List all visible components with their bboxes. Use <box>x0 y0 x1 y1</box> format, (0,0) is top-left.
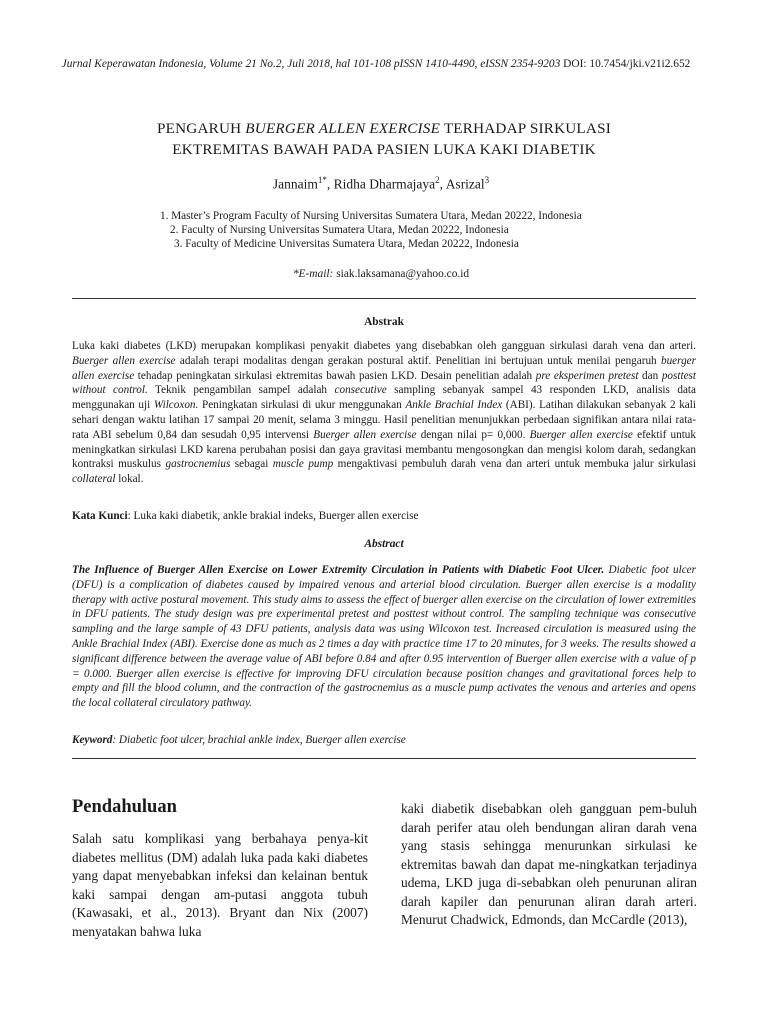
abstrak-text: mengaktivasi pembuluh darah vena dan arteri untuk membuka jalur sirkulasi <box>333 458 697 471</box>
doi: DOI: 10.7454/jki.v21i2.652 <box>563 58 691 70</box>
affiliation-1: 1. Master’s Program Faculty of Nursing Universitas Sumatera Utara, Medan 20222, Indonesia <box>160 210 582 222</box>
abstrak-italic: muscle pump <box>272 458 334 471</box>
top-divider <box>72 298 696 299</box>
title-part-1: PENGARUH <box>157 120 246 137</box>
abstrak-italic: posttest without control. <box>72 369 696 397</box>
kata-kunci-value: : Luka kaki diabetik, ankle brakial indeks, Buerger allen exercise <box>127 510 419 522</box>
abstrak-text: dengan nilai p= 0,000. <box>416 428 530 441</box>
keyword <box>72 734 696 746</box>
abstrak-heading: Abstrak <box>364 316 404 328</box>
abstrak-body <box>72 339 696 487</box>
abstrak-italic: Wilcoxon. <box>153 399 199 412</box>
kata-kunci <box>72 510 696 522</box>
author-3-affiliation: 3 <box>484 175 490 185</box>
abstrak-text: Peningkatan sirkulasi di ukur menggunakan <box>198 399 406 412</box>
abstrak-text: Luka kaki diabetes (LKD) merupakan komplikasi penyakit diabetes yang disebabkan oleh gangguan sirkulasi darah vena dan arteri. <box>72 340 696 352</box>
abstrak-italic: Buerger allen exercise <box>72 354 176 367</box>
abstrak-text: adalah terapi modalitas dengan gerakan postural aktif. Penelitian ini bertujuan untuk menilai pengaruh <box>175 354 661 367</box>
keyword-value: : Diabetic foot ulcer, brachial ankle index, Buerger allen exercise <box>112 734 406 746</box>
abstract-title: The Influence of Buerger Allen Exercise on Lower Extremity Circulation in Patients with Diabetic Foot Ulcer. <box>72 564 605 576</box>
journal-citation-header <box>60 56 692 72</box>
abstrak-italic: Ankle Brachial Index <box>405 399 503 412</box>
abstrak-italic: buerger allen exercise <box>72 354 696 382</box>
abstrak-text: efektif untuk meningkatkan sirkulasi LKD karena perubahan posisi dan gaya gravitasi membantu mengosongkan dan mengisi kolom darah, sedangkan kontraksi muskulus <box>72 428 696 471</box>
abstract-text: Diabetic foot ulcer (DFU) is a complication of diabetes caused by impaired venous and arterial blood circulation. Buerger allen exercise is a modality therapy with active postural movement. This study aims to assess the effect of buerger allen exercise on the circulation of lower extremities in DFU patients. The study design was pre experimental pretest and posttest without control. The sampling technique was consecutive sampling and the large sample of 43 DFU patients, analysis data was using Wilcoxon test. Increased circulation is measured using the Ankle Brachial Index (ABI). Exercise done as much as 2 times a day with practice time 17 to 20 minutes, for 3 weeks. The results showed a significant difference between the average value of ABI before 0.84 and after 0.95 intervention of Buerger allen exercise with a value of p = 0.000. Buerger allen exercise is effective for improving DFU circulation because position changes and gravitational forces help to empty and fill the blood column, and the contraction of the gastrocnemius as a muscle pump activates the venous and arteries and opens the local collateral circulatory pathway. <box>72 564 696 710</box>
author-separator: , <box>326 176 334 192</box>
affiliation-2: 2. Faculty of Nursing Universitas Sumatera Utara, Medan 20222, Indonesia <box>170 224 509 236</box>
abstract-heading: Abstract <box>364 538 404 550</box>
author-separator: , <box>439 176 446 192</box>
abstrak-text: Teknik pengambilan sampel adalah <box>147 384 335 397</box>
email-address[interactable]: siak.laksamana@yahoo.co.id <box>336 268 470 280</box>
author-1-affiliation: 1* <box>317 175 327 185</box>
author-3: Asrizal <box>445 176 485 192</box>
right-column-paragraph: kaki diabetik disebabkan oleh gangguan pem-buluh darah perifer atau oleh bendungan aliran darah vena yang stasis sehingga menurunkan sirkulasi ke ektremitas bawah dan dapat me-ningkatkan terjadinya udema, LKD juga di-sebabkan oleh penurunan aliran darah kapiler dan penurunan aliran darah arteri. Menurut Chadwick, Edmonds, dan McCardle (2013), <box>401 801 697 927</box>
abstrak-italic: collateral <box>72 473 116 486</box>
abstrak-text: sebagai <box>230 458 273 471</box>
abstrak-text: dan <box>638 369 662 382</box>
affiliations <box>160 209 660 251</box>
author-list <box>60 175 702 193</box>
left-column-paragraph: Salah satu komplikasi yang berbahaya penya-kit diabetes mellitus (DM) adalah luka pada kaki diabetes yang dapat menyebabkan infeksi dan kelainan bentuk kaki sampai dengan am-putasi anggota tubuh (Kawasaki, et al., 2013). Bryant dan Nix (2007) menyatakan bahwa luka <box>72 831 368 939</box>
title-line-2: EKTREMITAS BAWAH PADA PASIEN LUKA KAKI DIABETIK <box>172 141 596 158</box>
abstrak-italic: gastrocnemius <box>165 458 231 471</box>
abstrak-text: tehadap peningkatan sirkulasi ektremitas bawah pasien LKD. Desain penelitian adalah <box>134 369 536 382</box>
keyword-label: Keyword <box>72 734 113 746</box>
abstrak-italic: consecutive <box>334 384 387 397</box>
abstrak-text: (ABI). Latihan dilakukan sebanyak 2 kali sehari dengan waktu latihan 17 sampai 20 menit, selama 3 minggu. Hasil penelitian menunjukkan perbedaan signifikan antara nilai rata-rata ABI sebelum 0,84 dan sesudah 0,95 intervensi <box>72 399 696 441</box>
journal-citation: Jurnal Keperawatan Indonesia, Volume 21 No.2, Juli 2018, hal 101-108 pISSN 1410-4490, eISSN 2354-9203 <box>61 58 561 70</box>
title-part-2: BUERGER ALLEN EXERCISE <box>245 120 441 137</box>
affiliation-3: 3. Faculty of Medicine Universitas Sumatera Utara, Medan 20222, Indonesia <box>174 238 519 250</box>
author-1: Jannaim <box>272 176 318 192</box>
email-label: *E-mail: <box>292 268 334 280</box>
article-title <box>70 118 698 160</box>
kata-kunci-label: Kata Kunci <box>72 510 128 522</box>
author-2: Ridha Dharmajaya <box>333 176 436 192</box>
abstrak-italic: Buerger allen exercise <box>529 428 633 441</box>
title-part-3: TERHADAP SIRKULASI <box>440 120 611 137</box>
corresponding-email <box>60 268 702 280</box>
bottom-divider <box>72 758 696 759</box>
abstrak-text: sampling sebanyak sampel 43 responden LKD, analisis data menggunakan uji <box>72 384 696 412</box>
abstrak-text: lokal. <box>115 473 144 486</box>
abstrak-italic: Buerger allen exercise <box>313 428 417 441</box>
abstract-body <box>72 563 696 711</box>
author-2-affiliation: 2 <box>435 175 440 185</box>
abstrak-italic: pre eksperimen pretest <box>535 369 639 382</box>
section-heading-pendahuluan: Pendahuluan <box>72 797 177 817</box>
